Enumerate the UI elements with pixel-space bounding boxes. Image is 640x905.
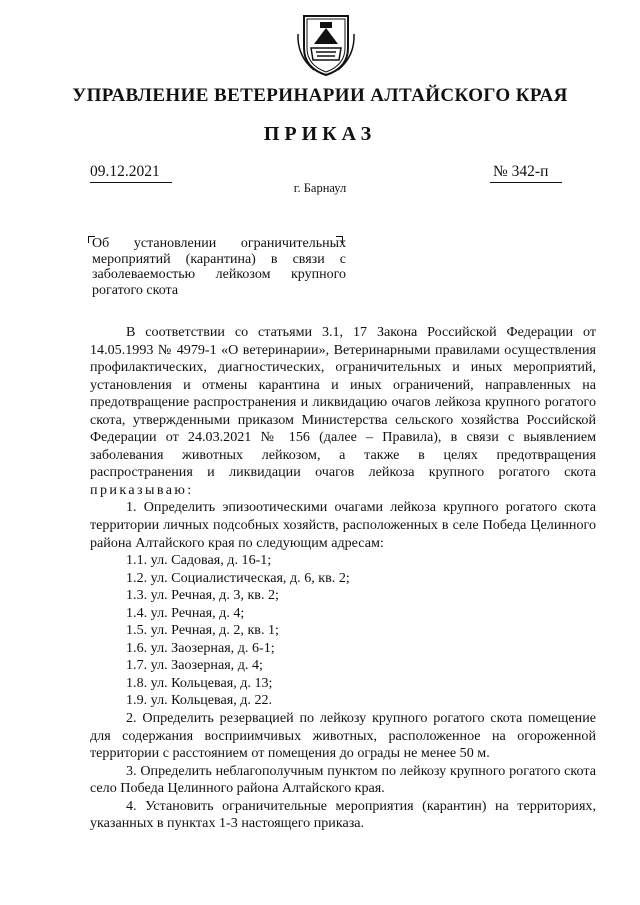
document-date: 09.12.2021 — [90, 163, 160, 180]
address-item: 1.1. ул. Садовая, д. 16-1; — [126, 552, 272, 569]
order-word: приказываю: — [90, 481, 194, 498]
coat-of-arms-icon — [296, 12, 356, 78]
preamble-text: В соответствии со статьями 3.1, 17 Закона Российской Федерации от 14.05.1993 № 4979-1 «О ветеринарии», Ветеринарными правилами осуществления профилактических, диагностических, ограничительных и иных мероприятий, установления и отмены карантина и иных ограничений, направленных на предотвращение распространения и ликвидацию очагов лейкоза крупного рогатого скота, утвержденными приказом Министерства сельского хозяйства Российской Федерации от 24.03.2021 № 156 (далее – Правила), в связи с выявлением заболевания животных лейкозом, а также в целях предотвращения распространения и ликвидации очагов лейкоза крупного рогатого скота — [90, 324, 596, 481]
address-item: 1.5. ул. Речная, д. 2, кв. 1; — [126, 622, 279, 639]
order-body — [90, 324, 596, 833]
address-item: 1.8. ул. Кольцевая, д. 13; — [126, 674, 273, 691]
address-item: 1.4. ул. Речная, д. 4; — [126, 604, 245, 621]
organization-title: УПРАВЛЕНИЕ ВЕТЕРИНАРИИ АЛТАЙСКОГО КРАЯ — [72, 85, 568, 106]
preamble-paragraph — [90, 324, 596, 499]
document-type: ПРИКАЗ — [263, 123, 377, 145]
item-1: 1. Определить эпизоотическими очагами лейкоза крупного рогатого скота территории личных подсобных хозяйств, расположенных в селе Победа Целинного района Алтайского края по следующим адресам: — [90, 499, 596, 551]
address-item: 1.3. ул. Речная, д. 3, кв. 2; — [126, 587, 279, 604]
item-2: 2. Определить резервацией по лейкозу крупного рогатого скота помещение для содержания восприимчивых животных, расположенное на огороженной территории с расстоянием от помещения до ограды не менее 50 м. — [90, 710, 596, 762]
address-item: 1.6. ул. Заозерная, д. 6-1; — [126, 639, 275, 656]
item-4: 4. Установить ограничительные мероприятия (карантин) на территориях, указанных в пунктах 1-3 настоящего приказа. — [90, 797, 596, 832]
address-list — [90, 552, 596, 710]
address-item: 1.9. ул. Кольцевая, д. 22. — [126, 692, 273, 709]
order-subject: Об установлении ограничительных мероприятий (карантина) в связи с заболеваемостью лейкозом крупного рогатого скота — [92, 236, 346, 298]
item-3: 3. Определить неблагополучным пунктом по лейкозу крупного рогатого скота село Победа Целинного района Алтайского края. — [90, 762, 596, 797]
address-item: 1.2. ул. Социалистическая, д. 6, кв. 2; — [126, 569, 350, 586]
city-label: г. Барнаул — [293, 181, 347, 195]
address-item: 1.7. ул. Заозерная, д. 4; — [126, 657, 263, 674]
document-number: № 342-п — [493, 163, 549, 180]
